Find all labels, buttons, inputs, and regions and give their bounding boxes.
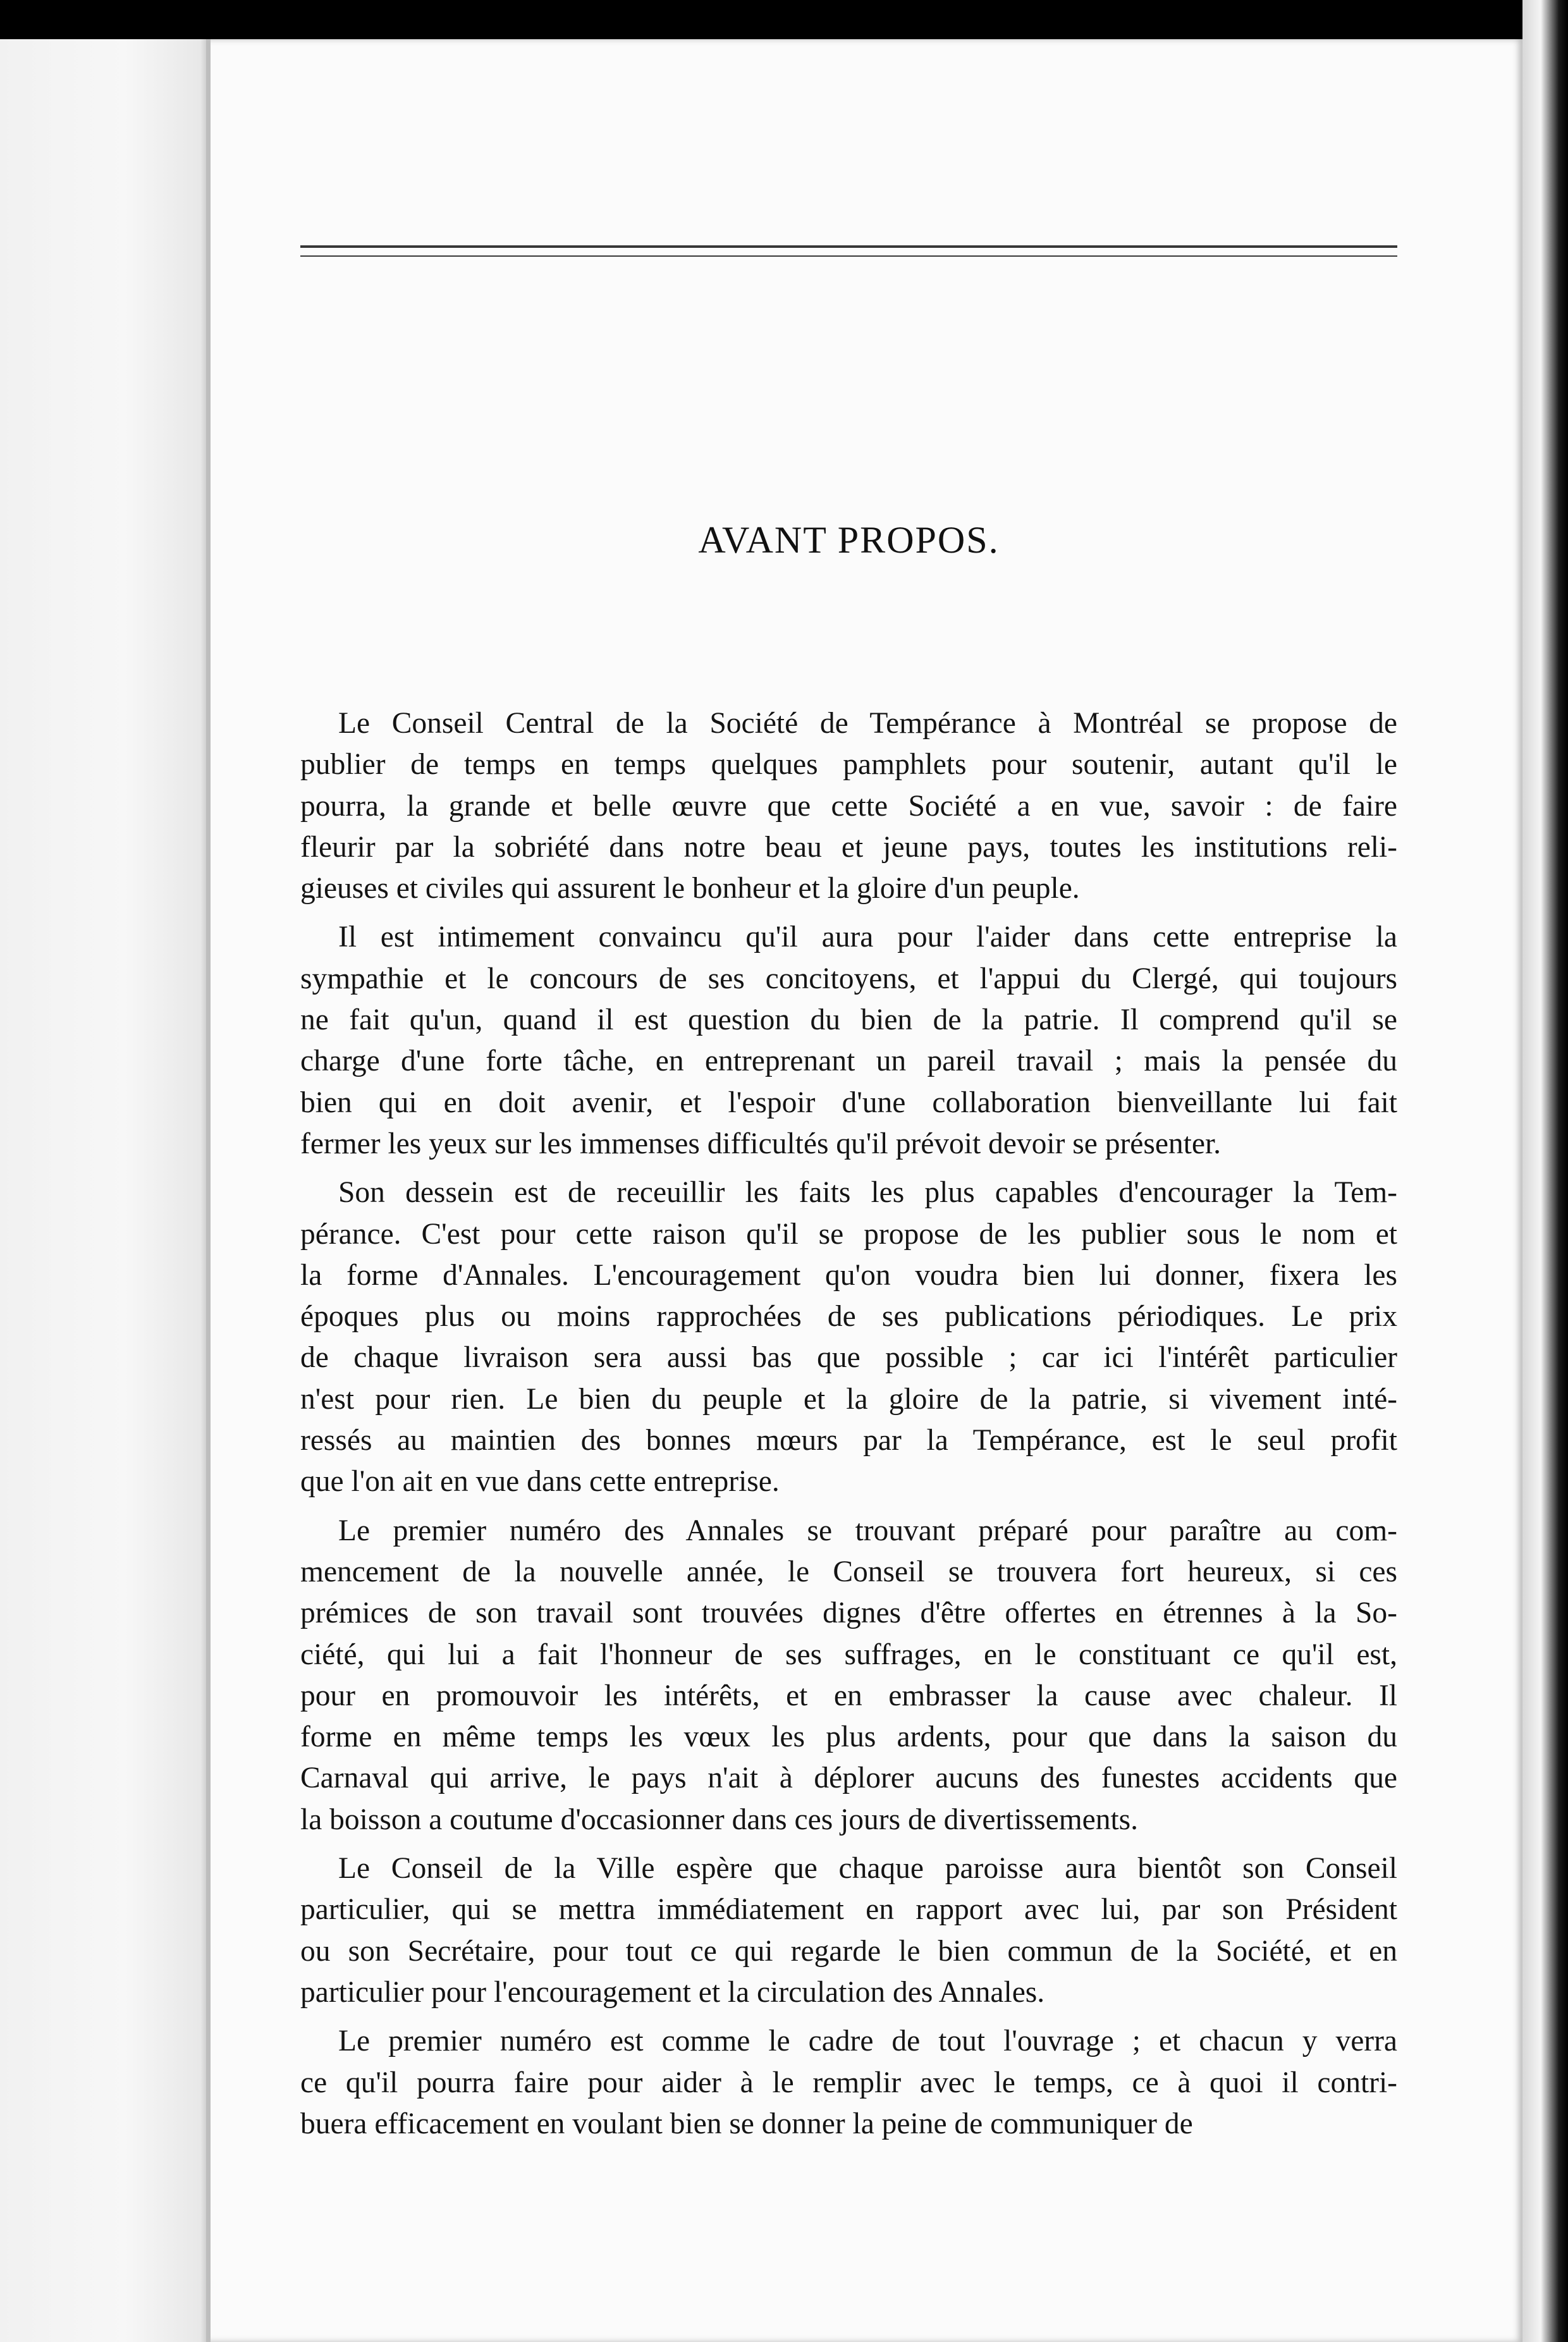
text-line: pourra, la grande et belle œuvre que cette Société a en vue, savoir : de faire (300, 789, 1397, 823)
text-line: fleurir par la sobriété dans notre beau et jeune pays, toutes les institutions reli- (300, 830, 1397, 864)
text-line: ciété, qui lui a fait l'honneur de ses suffrages, en le constituant ce qu'il est, (300, 1638, 1397, 1671)
text-line: pérance. C'est pour cette raison qu'il se propose de les publier sous le nom et (300, 1217, 1397, 1251)
text-line: particulier, qui se mettra immédiatement en rapport avec lui, par son Président (300, 1893, 1397, 1927)
text-line: la forme d'Annales. L'encouragement qu'on voudra bien lui donner, fixera les (300, 1258, 1397, 1292)
text-line: prémices de son travail sont trouvées dignes d'être offertes en étrennes à la So- (300, 1597, 1397, 1630)
header-rule (300, 245, 1397, 257)
text-line: que l'on ait en vue dans cette entreprise. (300, 1465, 780, 1499)
paragraph (300, 1848, 1397, 2013)
text-line: n'est pour rien. Le bien du peuple et la gloire de la patrie, si vivement inté- (300, 1382, 1397, 1416)
left-margin-strip (0, 39, 209, 2342)
paragraph (300, 703, 1397, 909)
text-line: particulier pour l'encouragement et la circulation des Annales. (300, 1975, 1045, 2009)
binding-fold-line (206, 39, 211, 2342)
text-line: pour en promouvoir les intérêts, et en embrasser la cause avec chaleur. Il (300, 1679, 1397, 1712)
right-page-edge (1522, 0, 1568, 2342)
text-line: forme en même temps les vœux les plus ardents, pour que dans la saison du (300, 1720, 1397, 1754)
text-line: ne fait qu'un, quand il est question du bien de la patrie. Il comprend qu'il se (300, 1003, 1397, 1037)
text-line: publier de temps en temps quelques pamphlets pour soutenir, autant qu'il le (300, 748, 1397, 782)
paragraph (300, 917, 1397, 1165)
text-line: ce qu'il pourra faire pour aider à le remplir avec le temps, ce à quoi il contri- (300, 2066, 1397, 2099)
paragraph (300, 1511, 1397, 1841)
body-text (300, 703, 1397, 2152)
text-line: Son dessein est de receuillir les faits les plus capables d'encourager la Tem- (338, 1176, 1397, 1210)
text-line: mencement de la nouvelle année, le Conseil se trouvera fort heureux, si ces (300, 1555, 1397, 1588)
text-line: ressés au maintien des bonnes mœurs par la Tempérance, est le seul profit (300, 1424, 1397, 1457)
text-line: Carnaval qui arrive, le pays n'ait à déplorer aucuns des funestes accidents que (300, 1762, 1397, 1795)
text-line: la boisson a coutume d'occasionner dans ces jours de divertissements. (300, 1803, 1139, 1836)
text-line: sympathie et le concours de ses concitoyens, et l'appui du Clergé, qui toujours (300, 962, 1397, 995)
page-heading: AVANT PROPOS. (698, 519, 1000, 561)
text-line: Il est intimement convaincu qu'il aura pour l'aider dans cette entreprise la (338, 921, 1397, 954)
text-line: buera efficacement en voulant bien se donner la peine de communiquer de (300, 2107, 1193, 2140)
text-line: Le Conseil de la Ville espère que chaque paroisse aura bientôt son Conseil (338, 1852, 1397, 1885)
text-line: ou son Secrétaire, pour tout ce qui regarde le bien commun de la Société, et en (300, 1934, 1397, 1968)
text-line: Le premier numéro est comme le cadre de tout l'ouvrage ; et chacun y verra (338, 2025, 1397, 2058)
text-line: gieuses et civiles qui assurent le bonheur et la gloire d'un peuple. (300, 872, 1080, 905)
text-line: de chaque livraison sera aussi bas que possible ; car ici l'intérêt particulier (300, 1341, 1397, 1375)
text-line: époques plus ou moins rapprochées de ses publications périodiques. Le prix (300, 1300, 1397, 1333)
paragraph (300, 1172, 1397, 1502)
text-line: bien qui en doit avenir, et l'espoir d'une collaboration bienveillante lui fait (300, 1086, 1397, 1119)
text-line: charge d'une forte tâche, en entreprenant un pareil travail ; mais la pensée du (300, 1045, 1397, 1078)
text-line: Le Conseil Central de la Société de Tempérance à Montréal se propose de (338, 707, 1397, 740)
text-line: fermer les yeux sur les immenses difficultés qu'il prévoit devoir se présenter. (300, 1127, 1222, 1160)
text-line: Le premier numéro des Annales se trouvant préparé pour paraître au com- (338, 1514, 1397, 1547)
paragraph (300, 2021, 1397, 2145)
